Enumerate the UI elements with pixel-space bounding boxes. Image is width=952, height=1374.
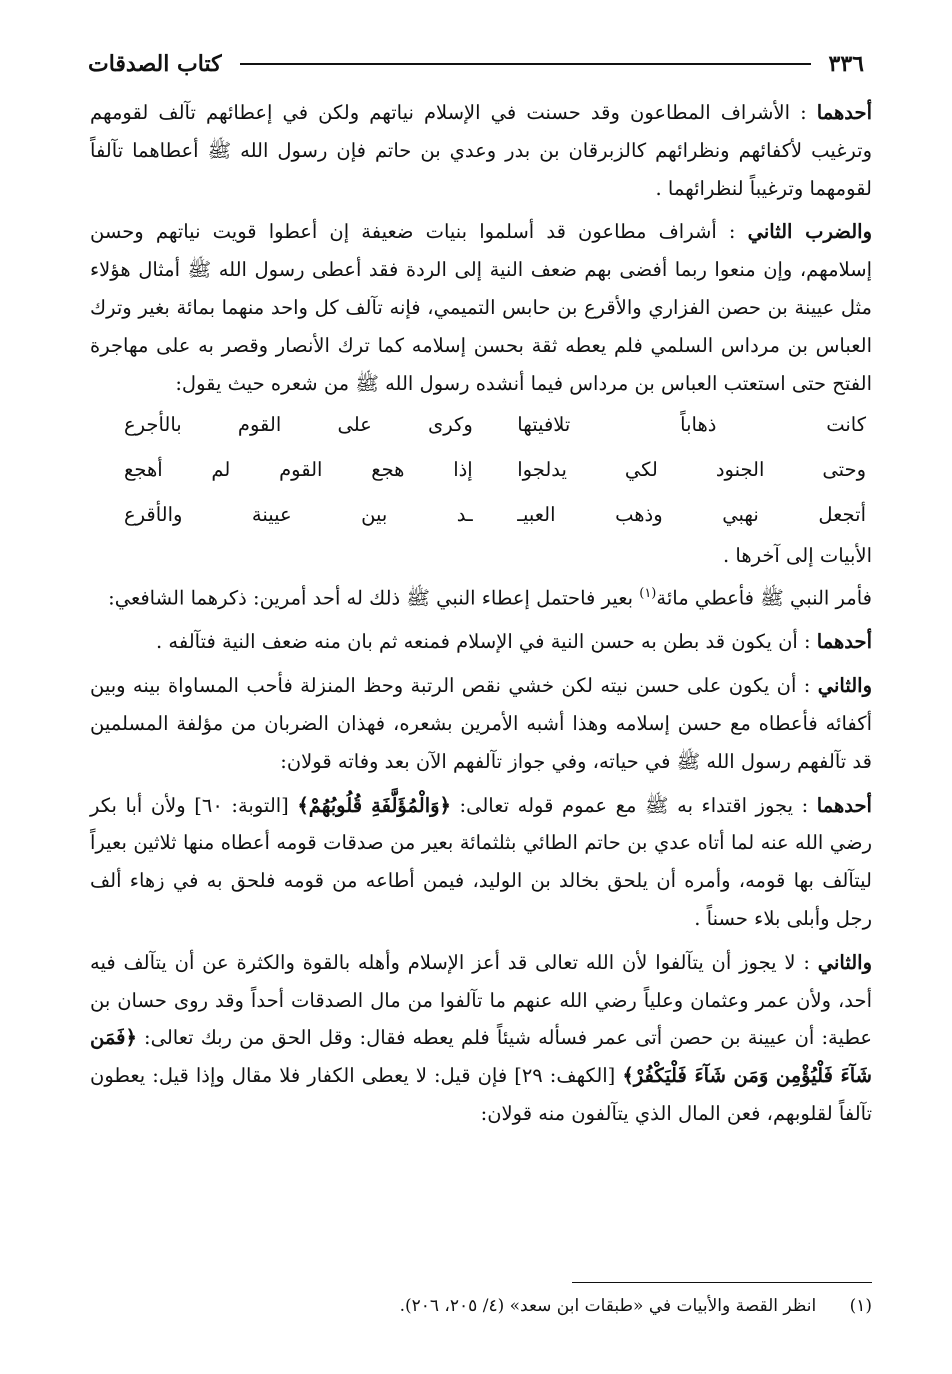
paragraph-text: : أشراف مطاعون قد أسلموا بنيات ضعيفة إن أعطوا قويت نياتهم وحسن إسلامهم، وإن منعوا ربما أفضى بهم ضعف النية إلى الردة فقد أعطى رسول الله ﷺ أمثال هؤلاء مثل عيينة بن حصن الفزاري والأقرع بن حابس التميمي، فإنه تآلف كل واحد منهما بمائة بغير وترك العباس بن مرداس السلمي فلم يعطه ثقة بحسن إسلامه كما ترك الأنصار وقصر به على مهاجرة الفتح حتى استعتب العباس بن مرداس فيما أنشده رسول الله ﷺ من شعره حيث يقول:: [90, 220, 872, 395]
page-header: [88, 44, 864, 84]
poem: [90, 402, 872, 537]
paragraph-text: فأمر النبي ﷺ فأعطي مائة: [656, 586, 872, 610]
footnote-number: (١): [849, 1296, 872, 1316]
paragraph-text: : أن يكون قد بطن به حسن النية في الإسلام فمنعه ثم بان منه ضعف النية فتآلفه .: [156, 630, 811, 654]
quran-quote: ﴿وَالْمُؤَلَّفَةِ قُلُوبُهُمْ﴾: [297, 793, 451, 817]
paragraph-term: أحدهما: [816, 101, 872, 124]
paragraph: [90, 213, 872, 402]
main-text: [90, 94, 872, 1133]
footnote-text: انظر القصة والأبيات في «طبقات ابن سعد» (٤/ ٢٠٥، ٢٠٦).: [399, 1296, 817, 1316]
paragraph-text: [الكهف: ٢٩] فإن قيل: لا يعطى الكفار فلا مقال وإذا قيل: يعطون تآلفاً لقلوبهم، فعن المال الذي يتآلفون منه قولان:: [90, 1064, 872, 1126]
header-rule: [240, 63, 811, 65]
paragraph-text: بعير فاحتمل إعطاء النبي ﷺ ذلك له أحد أمرين: ذكرهما الشافعي:: [108, 586, 640, 610]
paragraph-text: [التوبة: ٦٠] ولأن أبا بكر رضي الله عنه لما أتاه عدي بن حاتم الطائي بثلثمائة بعير من صدقات قومه أعطاه منها ثلاثين بعيراً ليتآلف بها قومه، وأمره أن يلحق بخالد بن الوليد، فيمن أطاعه من قومه فلحق به في زهاء ألف رجل وأبلى بلاء حسناً .: [90, 793, 872, 931]
paragraph: [90, 944, 872, 1133]
footnote: [90, 1290, 872, 1322]
paragraph-term: والثاني: [817, 674, 872, 698]
paragraph: [90, 623, 872, 661]
verse-first-hemistich: أتجعل نهبي وذهب العبيـ: [517, 502, 866, 526]
paragraph-text: : يجوز اقتداء به ﷺ مع عموم قوله تعالى:: [450, 793, 809, 817]
verse: [90, 402, 872, 447]
after-verses-text: الأبيات إلى آخرها .: [722, 544, 872, 568]
footnote-rule: [572, 1282, 872, 1283]
verse-first-hemistich: وحتى الجنود لكي يدلجوا: [517, 457, 866, 481]
paragraph: [90, 667, 872, 780]
paragraph-text: : الأشراف المطاعون وقد حسنت في الإسلام نياتهم ولكن في إعطائهم تآلف لقومهم وترغيب لأكفائهم ونظرائهم كالزبرقان بن بدر وعدي بن حاتم فإن رسول الله ﷺ أعطاهما تآلفاً لقومهما وترغيباً لنظرائهما .: [90, 101, 872, 200]
paragraph-term: والثاني: [817, 950, 873, 974]
verse-second-hemistich: إذا هجع القوم لم أهجع: [124, 457, 473, 481]
paragraph-text: : لا يجوز أن يتآلفوا لأن الله تعالى قد أعز الإسلام وأهله بالقوة والكثرة عن أن يتآلف فيه أحد، ولأن عمر وعثمان وعلياً رضي الله عنهم ما تآلفوا من مال الصدقات أحداً وقد روى حسان بن عطية: أن عيينة بن حصن أتى عمر فسأله شيئاً فلم يعطه فقال: وقل الحق من ربك تعالى:: [90, 950, 872, 1050]
quran-quote: ﴿فَمَن شَآءَ فَلْيُؤْمِن وَمَن شَآءَ فَلْيَكْفُرْ﴾: [90, 1026, 872, 1088]
verse-first-hemistich: كانت ذهاباً تلافيتها: [517, 412, 866, 436]
page-number: ٣٣٦: [828, 51, 864, 77]
paragraph-term: والضرب الثاني: [747, 220, 872, 244]
paragraph: [90, 575, 872, 617]
paragraph-term: أحدهما: [816, 793, 872, 817]
verse-second-hemistich: وكرى على القوم بالأجرع: [124, 412, 473, 436]
verse: [90, 492, 872, 537]
verse-second-hemistich: ـد بين عيينة والأقرع: [124, 502, 473, 526]
verse: [90, 447, 872, 492]
paragraph-term: أحدهما: [816, 630, 872, 654]
footnote-marker[interactable]: (١): [639, 586, 657, 602]
book-title: كتاب الصدقات: [88, 51, 222, 77]
paragraph: [90, 94, 872, 207]
paragraph: [90, 787, 872, 938]
paragraph-text: : أن يكون على حسن نيته لكن خشي نقص الرتبة وحظ المنزلة فأحب المساواة بينه وبين أكفائه فأعطاه مع حسن إسلامه وهذا أشبه الأمرين بشعره، فهذان الضربان من مؤلفة المسلمين قد تآلفهم رسول الله ﷺ في حياته، وفي جواز تآلفهم الآن بعد وفاته قولان:: [90, 674, 872, 773]
